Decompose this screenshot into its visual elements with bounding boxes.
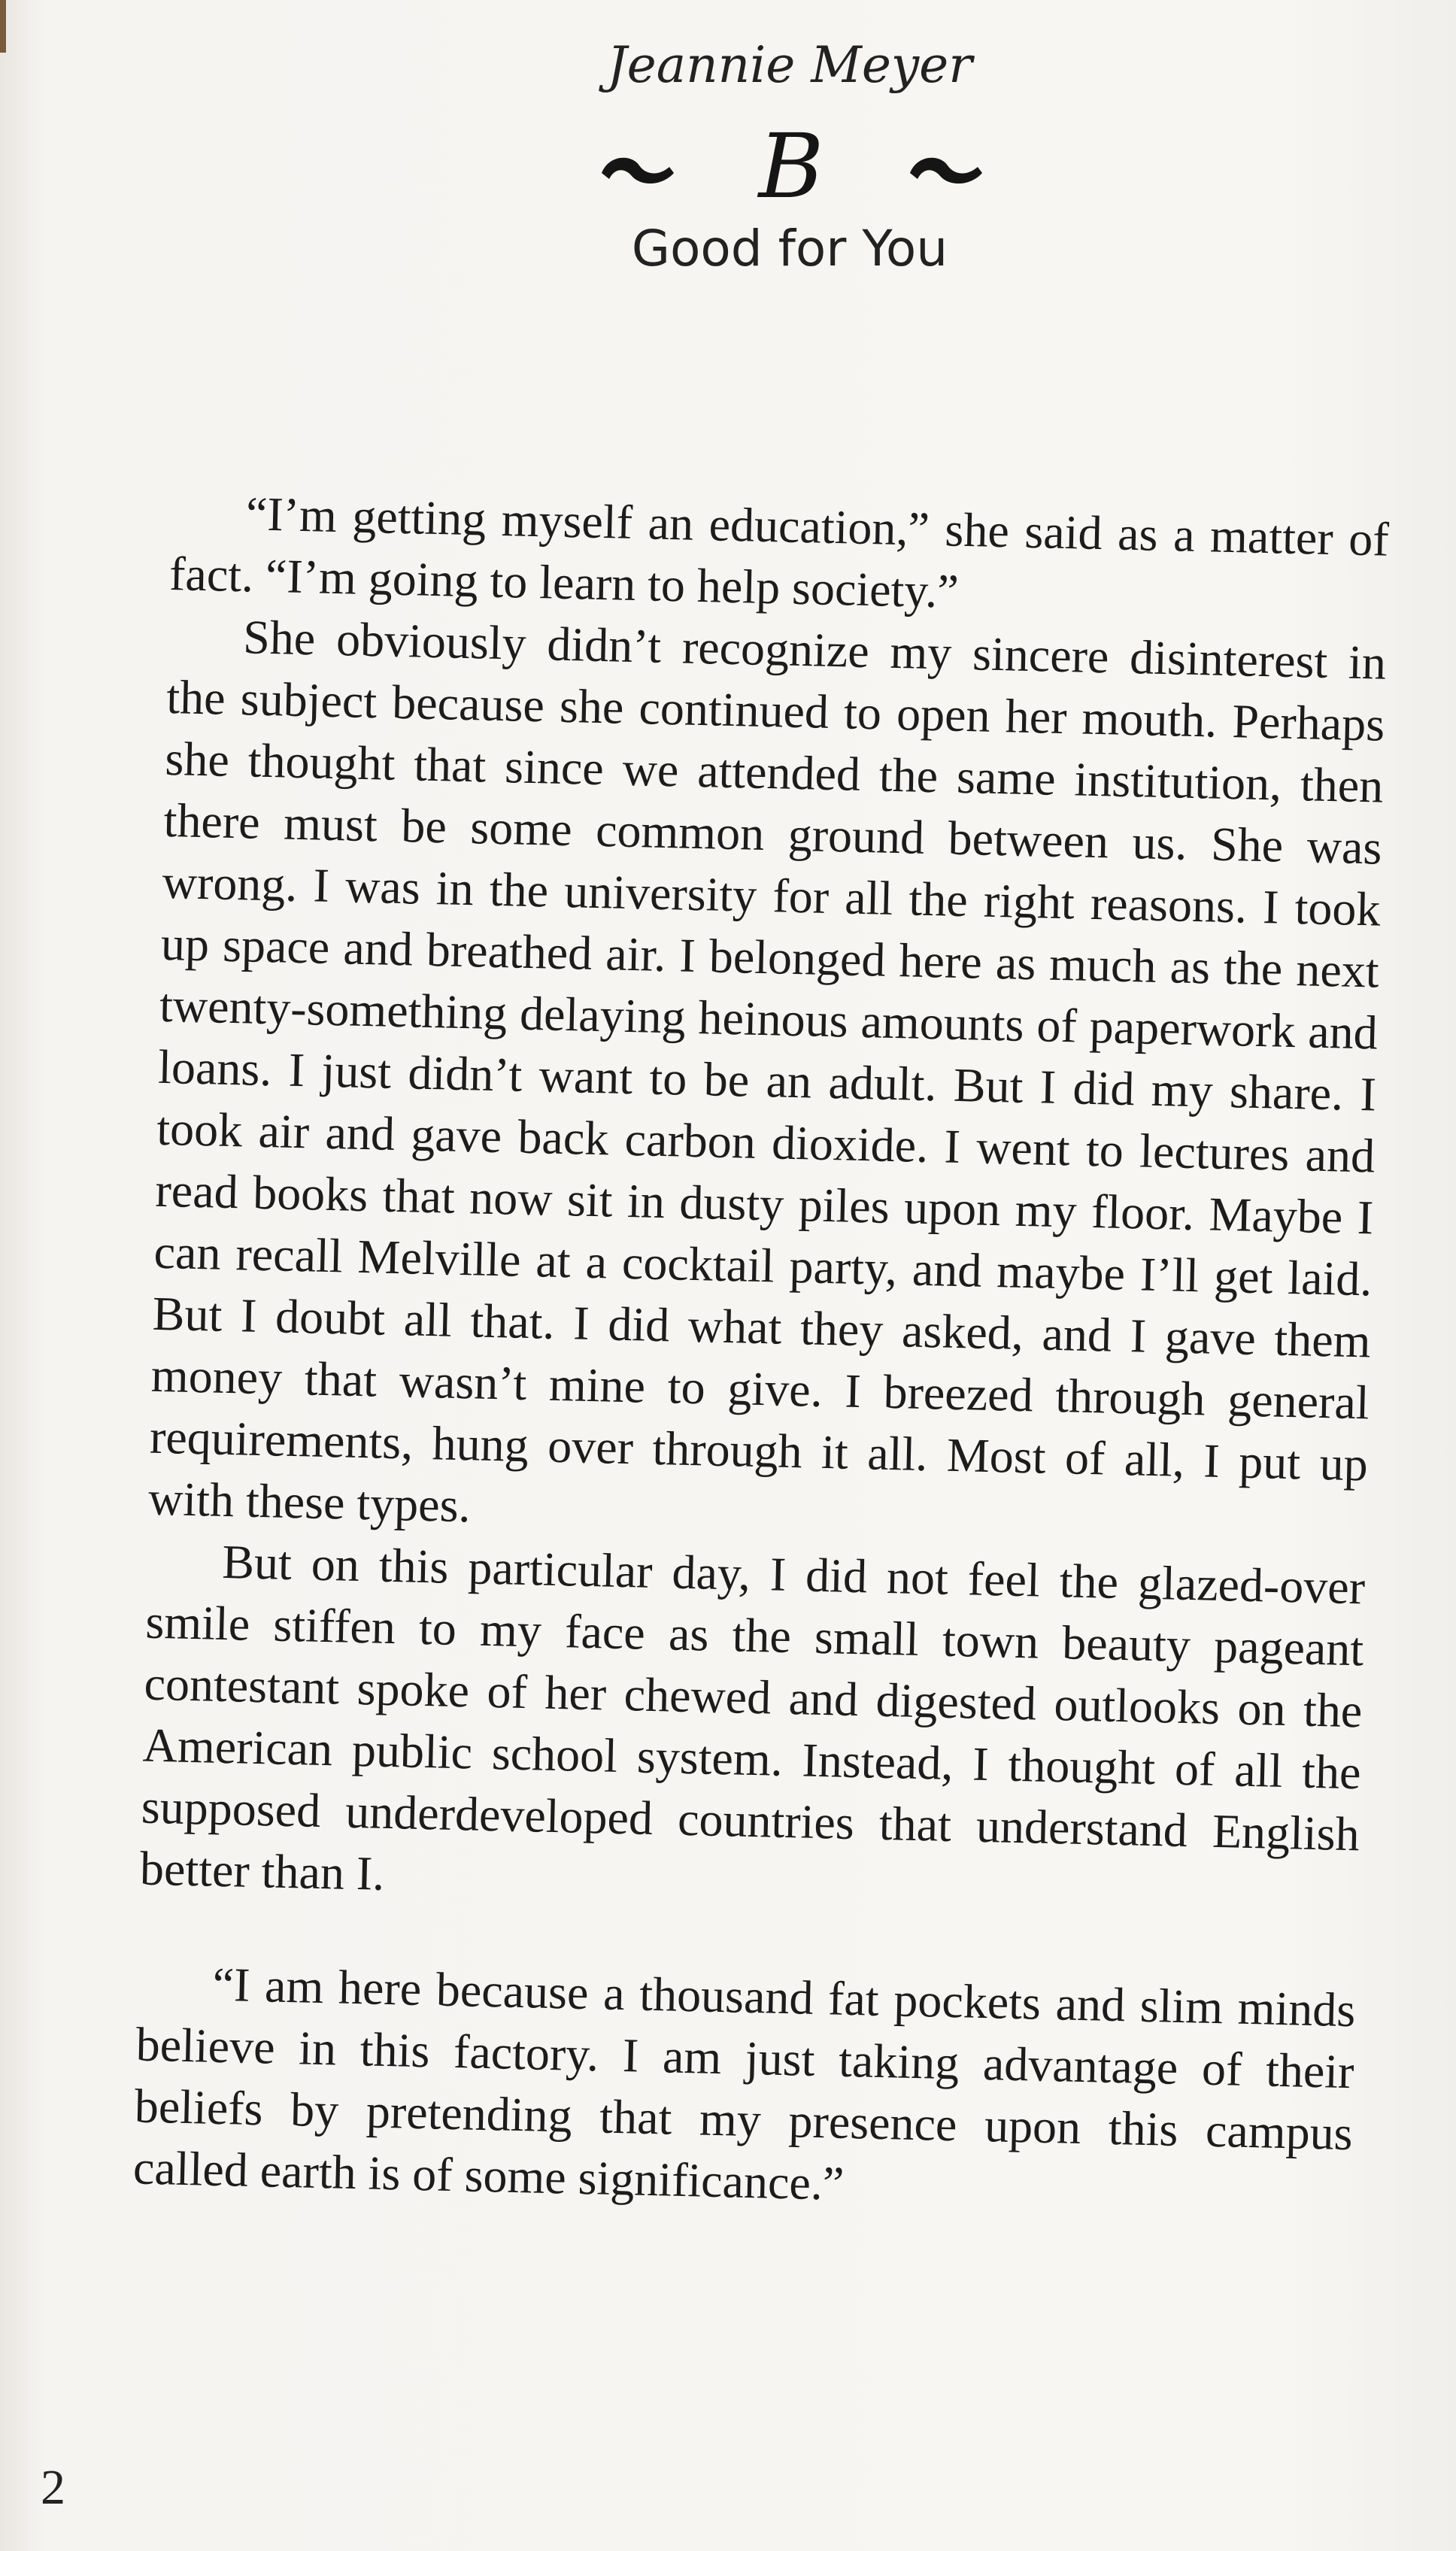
paragraph-3: But on this particular day, I did not feel the glazed-over smile stiffen to my face as the small town beauty pageant contestant spoke of her chewed and digested outlooks on the American public school system. Instead, I thought of all the supposed underdeveloped countries that understand English better than I. <box>139 1534 1366 1900</box>
ornament-icon <box>587 120 993 218</box>
paragraph-1: “I’m getting myself an education,” she said as a matter of fact. “I’m going to learn to help society.” <box>168 487 1390 618</box>
author-name: Jeannie Meyer <box>607 36 972 94</box>
page-number: 2 <box>41 2460 65 2515</box>
story-title: Good for You <box>631 220 948 278</box>
paragraph-4: “I am here because a thousand fat pockets and slim minds believe in this factory. I am just taking advantage of their beliefs by pretending that my presence upon this campus called earth is of some significance.” <box>132 1957 1357 2210</box>
paragraph-2: She obviously didn’t recognize my sincere disinterest in the subject because she continued to open her mouth. Perhaps she thought that since we attended the same institution, then there must be some common ground between us. She was wrong. I was in the university for all the right reasons. I took up space and breathed air. I belonged here as much as the next twenty-something delaying heinous amounts of paperwork and loans. I just didn’t want to be an adult. But I did my share. I took air and gave back carbon dioxide. I went to lectures and read books that now sit in dusty piles upon my floor. Maybe I can recall Melville at a cocktail party, and maybe I’ll get laid. But I doubt all that. I did what they asked, and I gave them money that wasn’t mine to give. I breezed through general requirements, hung over through it all. Most of all, I put up with these types. <box>147 610 1387 1533</box>
ornament-letter: B <box>758 120 824 218</box>
story-body <box>132 481 1389 2226</box>
